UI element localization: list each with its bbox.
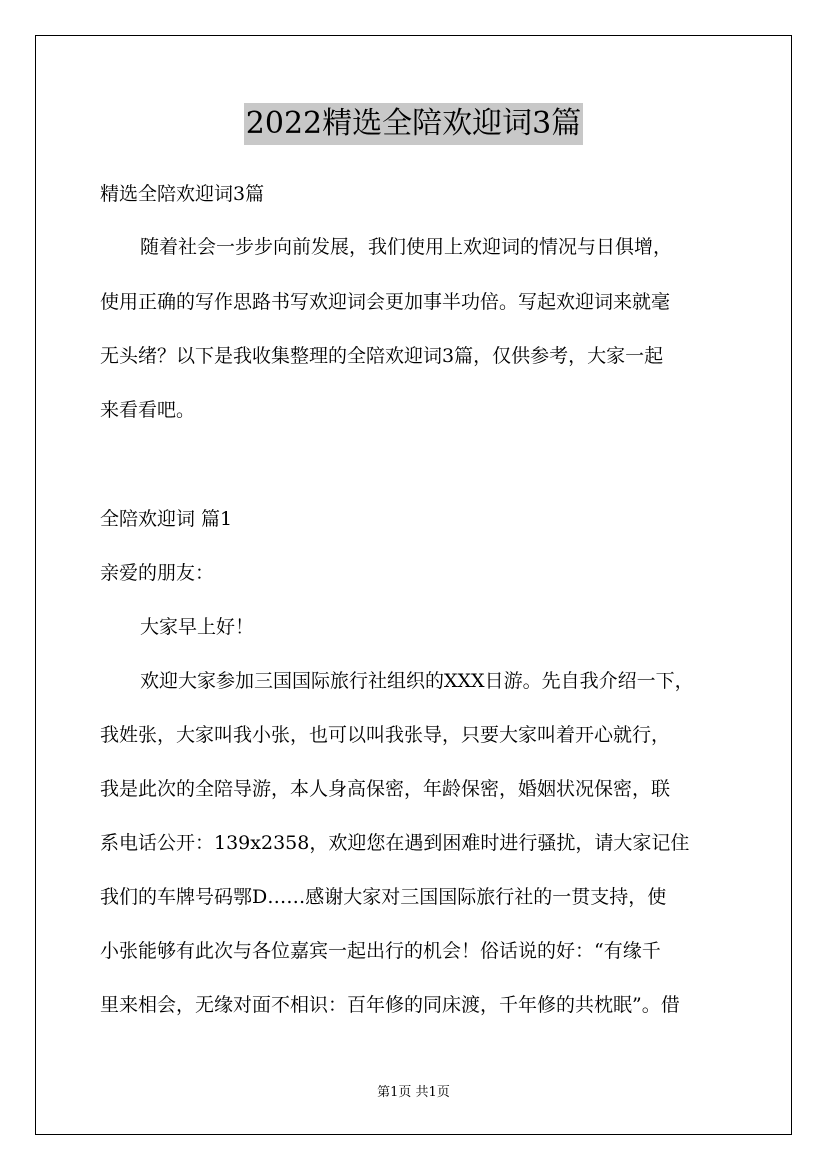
body-line: 欢迎大家参加三国国际旅行社组织的XXX日游。先自我介绍一下， — [140, 670, 694, 692]
greeting: 大家早上好！ — [140, 616, 255, 638]
body-line: 我姓张，大家叫我小张，也可以叫我张导，只要大家叫着开心就行， — [100, 724, 671, 746]
salutation: 亲爱的朋友： — [100, 562, 215, 584]
intro-line: 使用正确的写作思路书写欢迎词会更加事半功倍。写起欢迎词来就毫 — [100, 291, 671, 313]
body-line: 里来相会，无缘对面不相识：百年修的同床渡，千年修的共枕眠”。借 — [100, 994, 680, 1016]
document-subtitle: 精选全陪欢迎词3篇 — [100, 183, 265, 205]
intro-line: 来看看吧。 — [100, 399, 196, 421]
intro-line: 无头绪？以下是我收集整理的全陪欢迎词3篇，仅供参考，大家一起 — [100, 345, 664, 367]
body-line: 我们的车牌号码鄂D……感谢大家对三国国际旅行社的一贯支持，使 — [100, 886, 667, 908]
section-heading: 全陪欢迎词 篇1 — [100, 508, 233, 530]
body-line: 我是此次的全陪导游，本人身高保密，年龄保密，婚姻状况保密，联 — [100, 778, 671, 800]
document-title: 2022精选全陪欢迎词3篇 — [244, 103, 583, 145]
page-footer: 第1页 共1页 — [377, 1085, 450, 1100]
body-line: 小张能够有此次与各位嘉宾一起出行的机会！俗话说的好：“有缘千 — [100, 940, 661, 962]
intro-line: 随着社会一步步向前发展，我们使用上欢迎词的情况与日俱增， — [140, 236, 673, 258]
document-title-container — [0, 103, 827, 145]
body-line: 系电话公开：139x2358，欢迎您在遇到困难时进行骚扰，请大家记住 — [100, 832, 690, 854]
